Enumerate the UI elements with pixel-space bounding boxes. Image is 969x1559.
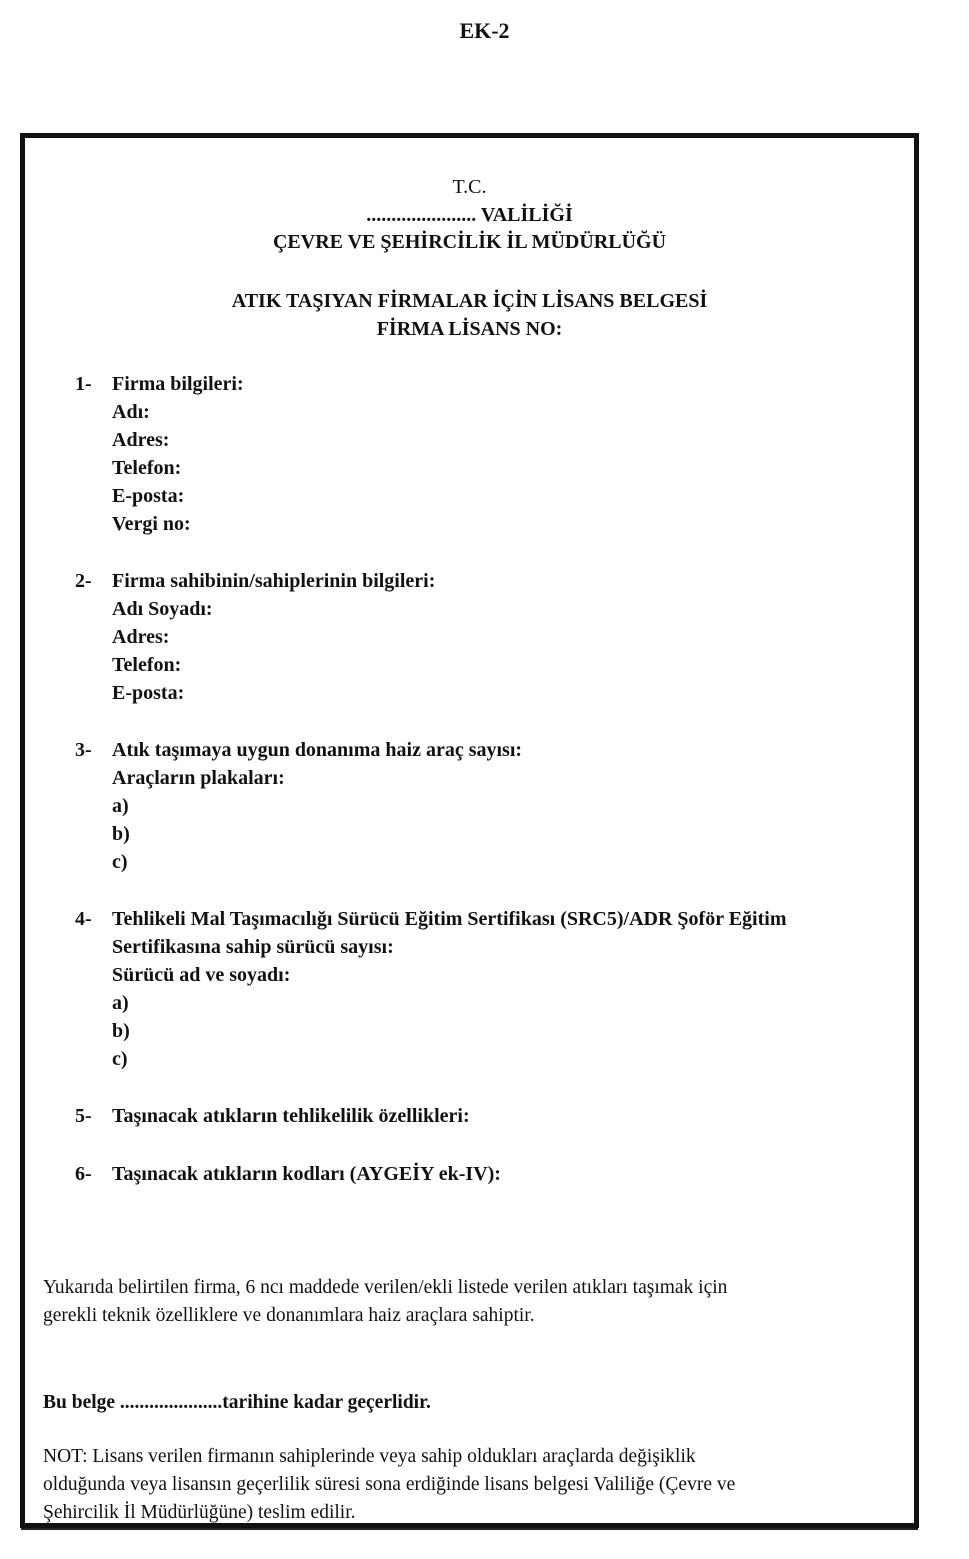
section-2-field-email: E-posta: [112, 682, 185, 704]
note-line-2: olduğunda veya lisansın geçerlilik süresi sona erdiğinde lisans belgesi Valiliğe (Çevre ve [43, 1474, 736, 1495]
section-3-title: Atık taşımaya uygun donanıma haiz araç sayısı: [112, 739, 523, 761]
section-2-title: Firma sahibinin/sahiplerinin bilgileri: [112, 570, 436, 592]
governorship-heading: ...................... VALİLİĞİ [366, 204, 573, 226]
directorate-heading: ÇEVRE VE ŞEHİRCİLİK İL MÜDÜRLÜĞÜ [272, 231, 667, 253]
section-4-title: Tehlikeli Mal Taşımacılığı Sürücü Eğitim Sertifikası (SRC5)/ADR Şoför Eğitim [112, 908, 787, 930]
statement-paragraph [43, 1274, 903, 1330]
section-3-number: 3- [75, 739, 92, 761]
section-1-field-tax-no: Vergi no: [112, 513, 191, 535]
validity-statement: Bu belge .....................tarihine kadar geçerlidir. [43, 1392, 431, 1413]
section-2-field-phone: Telefon: [112, 654, 182, 676]
section-4-item-b: b) [112, 1020, 130, 1042]
section-2-field-address: Adres: [112, 626, 170, 648]
section-3-item-c: c) [112, 851, 128, 873]
note-line-3: Şehircilik İl Müdürlüğüne) teslim edilir. [43, 1502, 356, 1523]
section-1-field-address: Adres: [112, 429, 170, 451]
country-heading: T.C. [452, 176, 487, 198]
section-1-number: 1- [75, 373, 92, 395]
note-line-1: NOT: Lisans verilen firmanın sahiplerinde veya sahip oldukları araçlarda değişiklik [43, 1446, 696, 1467]
section-3-field-plates: Araçların plakaları: [112, 767, 285, 789]
section-3-item-b: b) [112, 823, 130, 845]
section-3-item-a: a) [112, 795, 129, 817]
section-1-title: Firma bilgileri: [112, 373, 244, 395]
section-5-number: 5- [75, 1105, 92, 1127]
note-paragraph [43, 1443, 903, 1527]
section-4-item-a: a) [112, 992, 129, 1014]
section-2-field-full-name: Adı Soyadı: [112, 598, 213, 620]
section-1-field-phone: Telefon: [112, 457, 182, 479]
document-title: ATIK TAŞIYAN FİRMALAR İÇİN LİSANS BELGESİ [231, 290, 708, 312]
section-5-title: Taşınacak atıkların tehlikelilik özellikleri: [112, 1105, 470, 1127]
section-4-number: 4- [75, 908, 92, 930]
section-1-field-name: Adı: [112, 401, 150, 423]
section-2-number: 2- [75, 570, 92, 592]
section-1-field-email: E-posta: [112, 485, 185, 507]
statement-line-2: gerekli teknik özelliklere ve donanımlara haiz araçlara sahiptir. [43, 1305, 535, 1326]
statement-line-1: Yukarıda belirtilen firma, 6 ncı maddede verilen/ekli listede verilen atıkları taşımak için [43, 1277, 728, 1298]
section-4-field-driver-name: Sürücü ad ve soyadı: [112, 964, 291, 986]
section-4-item-c: c) [112, 1048, 128, 1070]
section-6-title: Taşınacak atıkların kodları (AYGEİY ek-IV): [112, 1163, 501, 1185]
section-4-field-certified-count: Sertifikasına sahip sürücü sayısı: [112, 936, 394, 958]
section-6-number: 6- [75, 1163, 92, 1185]
license-form-frame [20, 133, 919, 1528]
license-number-label: FİRMA LİSANS NO: [376, 318, 563, 340]
annex-label: EK-2 [459, 18, 510, 43]
